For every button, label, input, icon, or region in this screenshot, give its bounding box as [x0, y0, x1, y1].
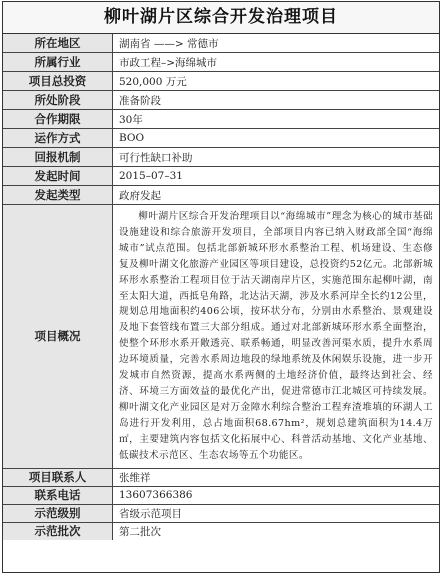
value-phone: 13607366386: [113, 486, 440, 504]
label-mode: 运作方式: [3, 129, 113, 148]
label-phone: 联系电话: [3, 486, 113, 504]
value-date: 2015–07–31: [113, 167, 440, 186]
value-term: 30年: [113, 110, 440, 129]
value-industry: 市政工程–>海绵城市: [113, 53, 440, 72]
row-initiator: [3, 186, 439, 205]
row-mode: [3, 129, 439, 148]
row-batch: [3, 522, 439, 540]
label-contact: 项目联系人: [3, 468, 113, 486]
label-level: 示范级别: [3, 504, 113, 522]
value-stage: 准备阶段: [113, 91, 440, 110]
value-contact: 张维祥: [113, 468, 440, 486]
row-industry: [3, 53, 439, 72]
row-term: [3, 110, 439, 129]
row-contact: [3, 468, 439, 486]
value-overview: 柳叶湖片区综合开发治理项目以“海绵城市”理念为核心的城市基础设施建设和综合旅游开发项目，全部项目内容已纳入财政部全国“海绵城市”试点范围。包括北部新城环形水系整治工程、机场建设、生态修复及柳叶湖文化旅游产业园区等项目建设，总投资约52亿元。北部新城环形水系整治工程项目位于沽天湖南岸片区，实施范围东起柳叶湖，南至太阳大道，西抵皂角路，北达沾天湖，涉及水系河岸全长约12公里，规划总用地面积约406公顷，按环状分布，分别由水系整治、景观建设及地下套管线布置三大部分组成。通过对北部新城环形水系全面整治，使整个环形水系开敞透亮、联系畅通，明显改善河渠水质，提升水系周边环境质量，完善水系周边地段的绿地系统及休闲娱乐设施，进一步开发城市自然资源，提高水系两侧的土地经济价值，最终达到社会、经济、环境三方面效益的最优化产出，促进常德市江北城区可持续发展。柳叶湖文化产业园区是对万金障水利综合整治工程弃渣堆填的环湖人工岛进行开发利用，总占地面积68.67hm²，规划总建筑面积为14.4万㎡，主要建筑内容包括文化拓展中心、科普活动基地、文化产业基地、低碳技术示范区、生态农场等五个功能区。: [113, 205, 440, 469]
row-investment: [3, 72, 439, 91]
row-region: [3, 34, 439, 53]
value-mode: BOO: [113, 129, 440, 148]
label-batch: 示范批次: [3, 522, 113, 540]
value-region: 湖南省 ——> 常德市: [113, 34, 440, 53]
label-term: 合作期限: [3, 110, 113, 129]
label-overview: 项目概况: [3, 205, 113, 469]
label-return: 回报机制: [3, 148, 113, 167]
row-stage: [3, 91, 439, 110]
project-info-table: [3, 34, 439, 540]
project-info-sheet: [2, 1, 440, 573]
value-initiator: 政府发起: [113, 186, 440, 205]
label-stage: 所处阶段: [3, 91, 113, 110]
label-date: 发起时间: [3, 167, 113, 186]
label-region: 所在地区: [3, 34, 113, 53]
value-level: 省级示范项目: [113, 504, 440, 522]
label-initiator: 发起类型: [3, 186, 113, 205]
label-industry: 所属行业: [3, 53, 113, 72]
row-overview: [3, 205, 439, 469]
document-title: 柳叶湖片区综合开发治理项目: [3, 2, 439, 34]
row-return: [3, 148, 439, 167]
row-date: [3, 167, 439, 186]
row-phone: [3, 486, 439, 504]
label-investment: 项目总投资: [3, 72, 113, 91]
value-return: 可行性缺口补助: [113, 148, 440, 167]
value-investment: 520,000 万元: [113, 72, 440, 91]
value-batch: 第二批次: [119, 525, 161, 538]
row-level: [3, 504, 439, 522]
